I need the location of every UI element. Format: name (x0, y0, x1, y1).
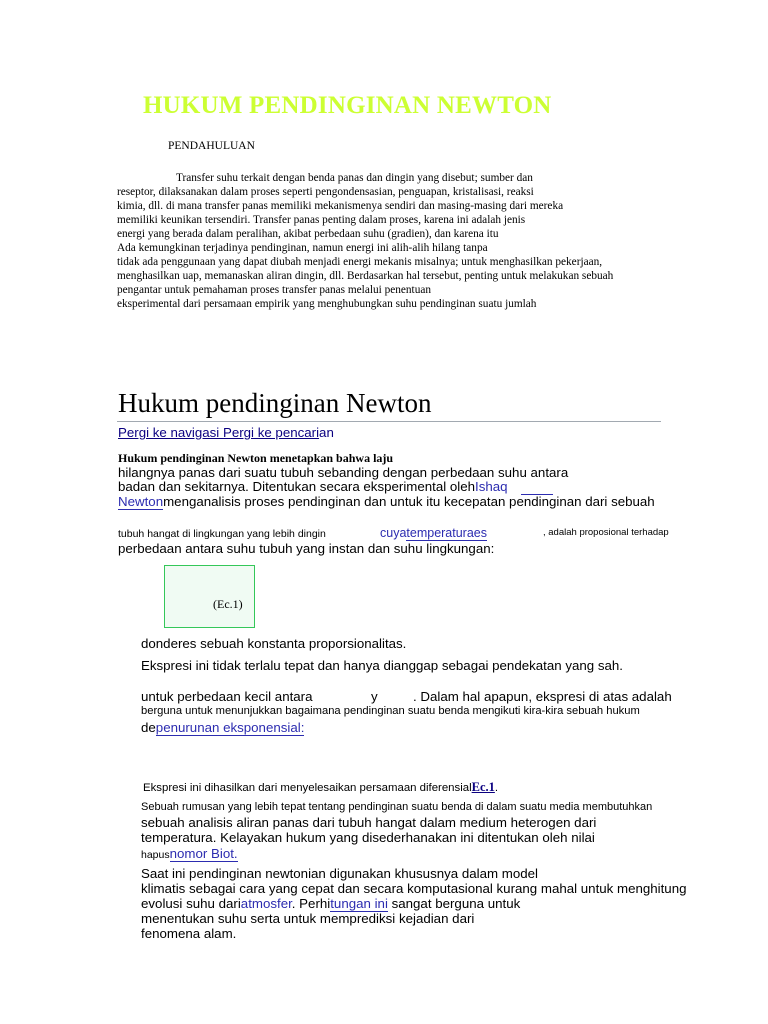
text: de (141, 720, 156, 735)
nav-links (118, 425, 334, 440)
text: Ekspresi ini dihasilkan dari menyelesaikan persamaan diferensial (143, 782, 472, 794)
ec1-link[interactable]: Ec.1 (471, 780, 495, 794)
intro-line: kimia, dll. di mana transfer panas memiliki mekanismenya sendiri dan masing-masing dari mereka (117, 200, 564, 212)
small-line: tubuh hangat di lingkungan yang lebih dingin (118, 528, 326, 540)
intro-line: eksperimental dari persamaan empirik yang menghubungkan suhu pendinginan suatu jumlah (117, 298, 537, 310)
intro-line: energi yang berada dalam peralihan, akibat perbedaan suhu (gradien), dan karena itu (117, 228, 499, 240)
paragraph-line: perbedaan antara suhu tubuh yang instan dan suhu lingkungan: (118, 541, 495, 556)
hapus-text: hapus (141, 849, 170, 861)
newton-link[interactable]: Newton (118, 494, 164, 509)
document-title: HUKUM PENDINGINAN NEWTON (143, 92, 552, 119)
paragraph-line (118, 479, 508, 494)
paragraph-line (141, 845, 238, 863)
paragraph-line: fenomena alam. (141, 926, 237, 941)
atmosfer-link[interactable]: atmosfer (240, 896, 292, 911)
heading-divider (117, 421, 661, 422)
perhitungan-link[interactable]: tungan ini (330, 896, 388, 911)
paragraph-line (141, 720, 304, 736)
paragraph-line: donderes sebuah konstanta proporsionalitas. (141, 636, 407, 651)
biot-link[interactable]: nomor Biot. (169, 846, 238, 861)
text: evolusi suhu dari (141, 896, 241, 911)
small-line: , adalah proposional terhadap (543, 527, 669, 538)
intro-line: tidak ada penggunaan yang dapat diubah menjadi energi mekanis misalnya; untuk menghasilkan pekerjaan, (117, 256, 603, 268)
text: . Perhi (291, 896, 331, 911)
text: badan dan sekitarnya. Ditentukan secara eksperimental oleh (118, 479, 476, 494)
penurunan-link[interactable]: penurunan eksponensial: (155, 720, 305, 735)
cuya-text: cuya (380, 526, 407, 540)
jump-links[interactable]: Pergi ke navigasi Pergi ke pencari (118, 425, 320, 440)
jump-links-tail: an (319, 425, 334, 440)
intro-line: reseptor, dilaksanakan dalam proses seperti pengondensasian, penguapan, kristalisasi, reaksi (117, 186, 534, 198)
intro-line: memiliki keunikan tersendiri. Transfer panas penting dalam proses, karena ini adalah jenis (117, 214, 526, 226)
paragraph-line: temperatura. Kelayakan hukum yang disederhanakan ini ditentukan oleh nilai (141, 830, 595, 845)
paragraph-line (141, 896, 520, 912)
intro-line: pengantar untuk pemahaman proses transfer panas melalui penentuan (117, 284, 432, 296)
paragraph-line: sebuah analisis aliran panas dari tubuh hangat dalam medium heterogen dari (141, 815, 597, 830)
equation-label: (Ec.1) (213, 597, 243, 611)
paragraph-line: berguna untuk menunjukkan bagaimana pendinginan suatu benda mengikuti kira-kira sebuah hukum (141, 705, 640, 717)
ishaq-link[interactable]: Ishaq (475, 479, 508, 494)
bold-lead: Hukum pendinginan Newton menetapkan bahwa laju (118, 451, 394, 465)
paragraph-line: Ekspresi ini tidak terlalu tepat dan hanya dianggap sebagai pendekatan yang sah. (141, 658, 623, 673)
intro-line: Transfer suhu terkait dengan benda panas dan dingin yang disebut; sumber dan (176, 172, 533, 184)
paragraph-line (118, 494, 655, 510)
paragraph-line: . Dalam hal apapun, ekspresi di atas adalah (413, 689, 672, 704)
temperaturaes-link[interactable]: temperaturaes (406, 526, 488, 540)
paragraph-line: menentukan suhu serta untuk memprediksi kejadian dari (141, 911, 475, 926)
intro-heading: PENDAHULUAN (168, 140, 255, 152)
paragraph-line (143, 780, 498, 795)
text: sangat berguna untuk (387, 896, 521, 911)
paragraph-line: Sebuah rumusan yang lebih tepat tentang pendinginan suatu benda di dalam suatu media membutuhkan (141, 801, 653, 813)
intro-line: Ada kemungkinan terjadinya pendinginan, namun energi ini alih-alih hilang tanpa (117, 242, 488, 254)
text: menganalisis proses pendinginan dan untuk itu kecepatan pendinginan dari sebuah (163, 494, 655, 509)
text: . (494, 782, 499, 794)
paragraph-line: klimatis sebagai cara yang cepat dan secara komputasional kurang mahal untuk menghitung (141, 881, 687, 896)
paragraph-line: Saat ini pendinginan newtonian digunakan khususnya dalam model (141, 866, 538, 881)
paragraph-line: untuk perbedaan kecil antara (141, 689, 313, 704)
paragraph-line: hilangnya panas dari suatu tubuh sebanding dengan perbedaan suhu antara (118, 465, 569, 480)
cuya-line (380, 526, 487, 541)
and-text: y (371, 689, 378, 704)
intro-line: menghasilkan uap, memanaskan aliran dingin, dll. Berdasarkan hal tersebut, penting untuk melakukan sebuah (117, 270, 614, 282)
article-heading: Hukum pendinginan Newton (118, 388, 432, 418)
